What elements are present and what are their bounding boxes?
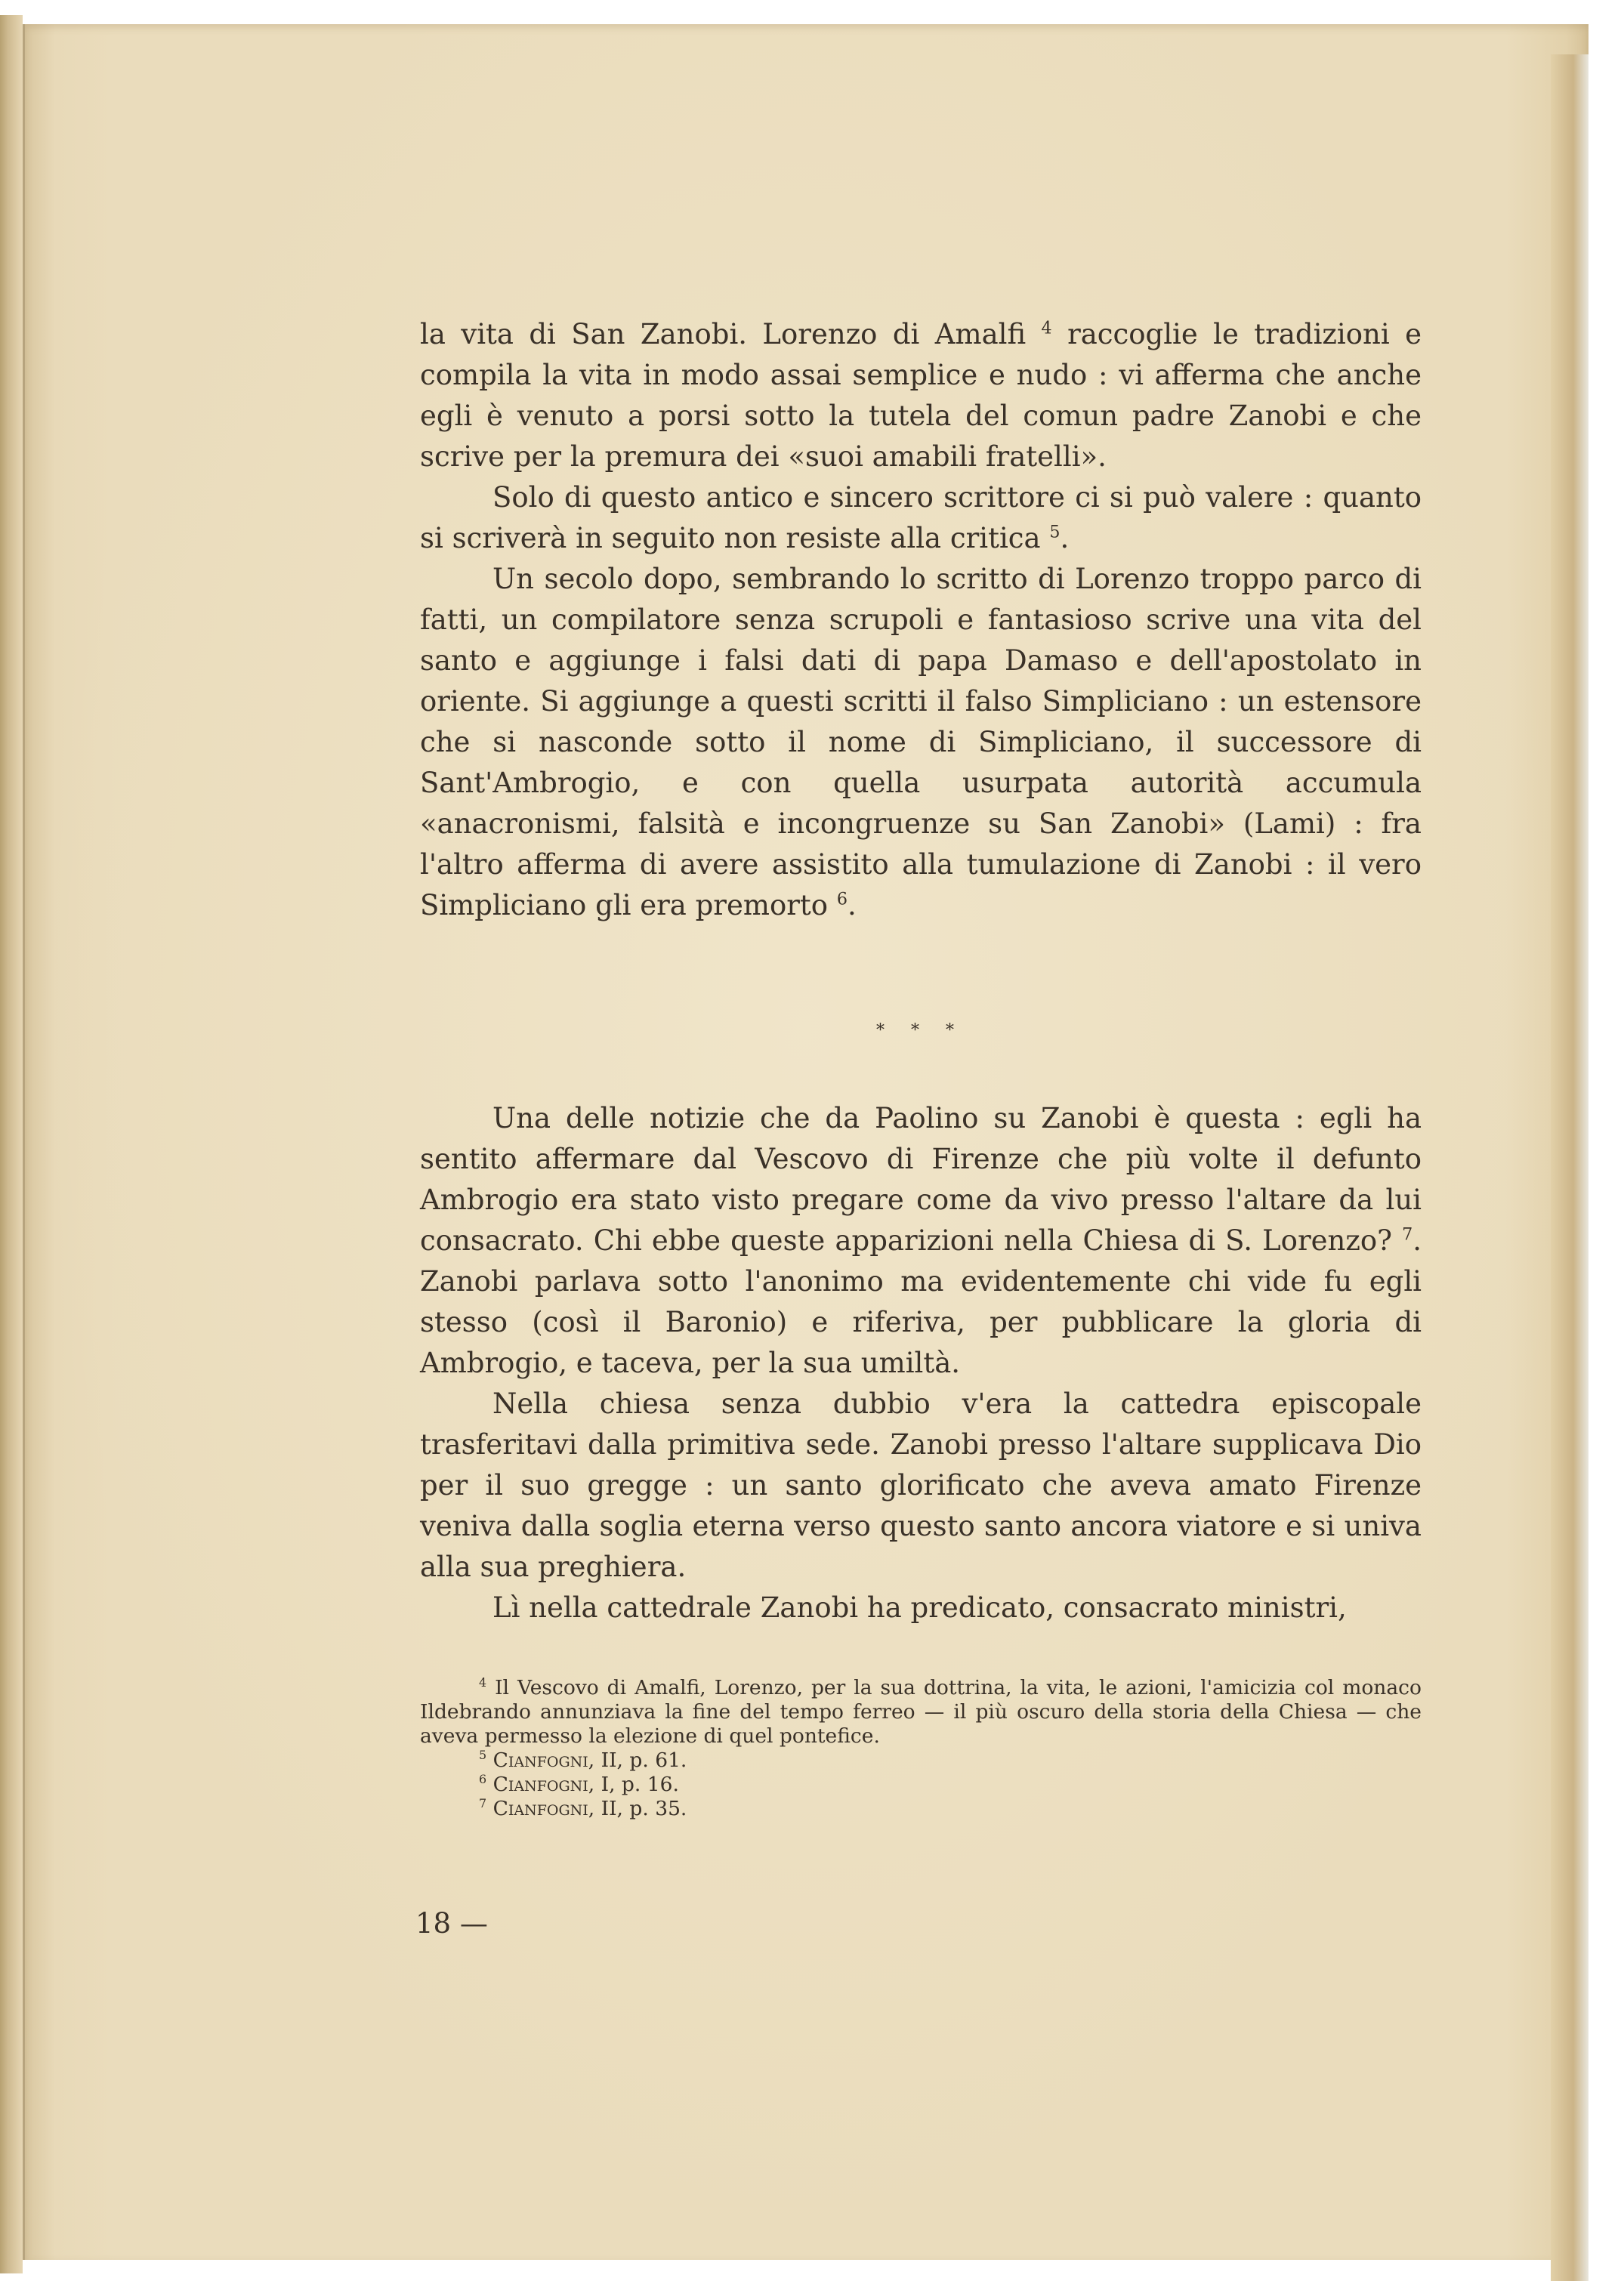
page-edge-right xyxy=(1551,54,1588,2281)
paragraph-4: Una delle notizie che da Paolino su Zanobi è questa : egli ha sentito affermare dal Vescovo di Firenze che più volte il defunto Ambrogio era stato visto pregare come da vivo presso l'altare da lui consacrato. Chi ebbe queste apparizioni nella Chiesa di S. Lorenzo? $^7$. Zanobi parlava sotto l'anonimo ma evidentemente chi vide fu egli stesso (così il Baronio) e riferiva, per pubblicare la gloria di Ambrogio, e taceva, per la sua umiltà. xyxy=(420,1102,1422,1379)
section-separator: * * * xyxy=(876,1021,965,1040)
body-text-bottom xyxy=(420,1098,1422,1628)
footnotes xyxy=(420,1676,1422,1821)
page-stack-edge-left xyxy=(0,15,23,2273)
paragraph-1: la vita di San Zanobi. Lorenzo di Amalfi $^4$ raccoglie le tradizioni e compila la vita in modo assai semplice e nudo : vi afferma che anche egli è venuto a porsi sotto la tutela del comun padre Zanobi e che scrive per la premura dei «suoi amabili fratelli». xyxy=(420,318,1422,473)
footnote-5: $^5$ Cianfogni, II, p. 61. xyxy=(479,1748,687,1772)
paragraph-3: Un secolo dopo, sembrando lo scritto di Lorenzo troppo parco di fatti, un compilatore senza scrupoli e fantasioso scrive una vita del santo e aggiunge i falsi dati di papa Damaso e dell'apostolato in oriente. Si aggiunge a questi scritti il falso Simpliciano : un estensore che si nasconde sotto il nome di Simpliciano, il successore di Sant'Ambrogio, e con quella usurpata autorità accumula «anacronismi, falsità e incongruenze su San Zanobi» (Lami) : fra l'altro afferma di avere assistito alla tumulazione di Zanobi : il vero Simpliciano gli era premorto $^6$. xyxy=(420,563,1422,921)
footnote-4: $^4$ Il Vescovo di Amalfi, Lorenzo, per la sua dottrina, la vita, le azioni, l'amicizia col monaco Ildebrando annunziava la fine del tempo ferreo — il più oscuro della storia della Chiesa — che aveva permesso la elezione di quel pontefice. xyxy=(420,1675,1422,1748)
footnote-6: $^6$ Cianfogni, I, p. 16. xyxy=(479,1772,679,1796)
paragraph-6: Lì nella cattedrale Zanobi ha predicato, consacrato ministri, xyxy=(492,1591,1347,1624)
body-text-top xyxy=(420,314,1422,926)
paragraph-5: Nella chiesa senza dubbio v'era la cattedra episcopale trasferitavi dalla primitiva sede. Zanobi presso l'altare supplicava Dio per il suo gregge : un santo glorificato che aveva amato Firenze veniva dalla soglia eterna verso questo santo ancora viatore e si univa alla sua preghiera. xyxy=(420,1387,1422,1583)
page-number: 18 — xyxy=(415,1907,488,1940)
footnote-ref-7: 7 xyxy=(1402,1224,1413,1245)
footnote-ref-5: 5 xyxy=(1049,522,1061,542)
footnote-ref-4: 4 xyxy=(1041,318,1052,338)
footnote-7: $^7$ Cianfogni, II, p. 35. xyxy=(479,1796,687,1820)
footnote-ref-6: 6 xyxy=(836,889,848,909)
paragraph-2: Solo di questo antico e sincero scrittore ci si può valere : quanto si scriverà in seguito non resiste alla critica $^5$. xyxy=(420,481,1422,554)
